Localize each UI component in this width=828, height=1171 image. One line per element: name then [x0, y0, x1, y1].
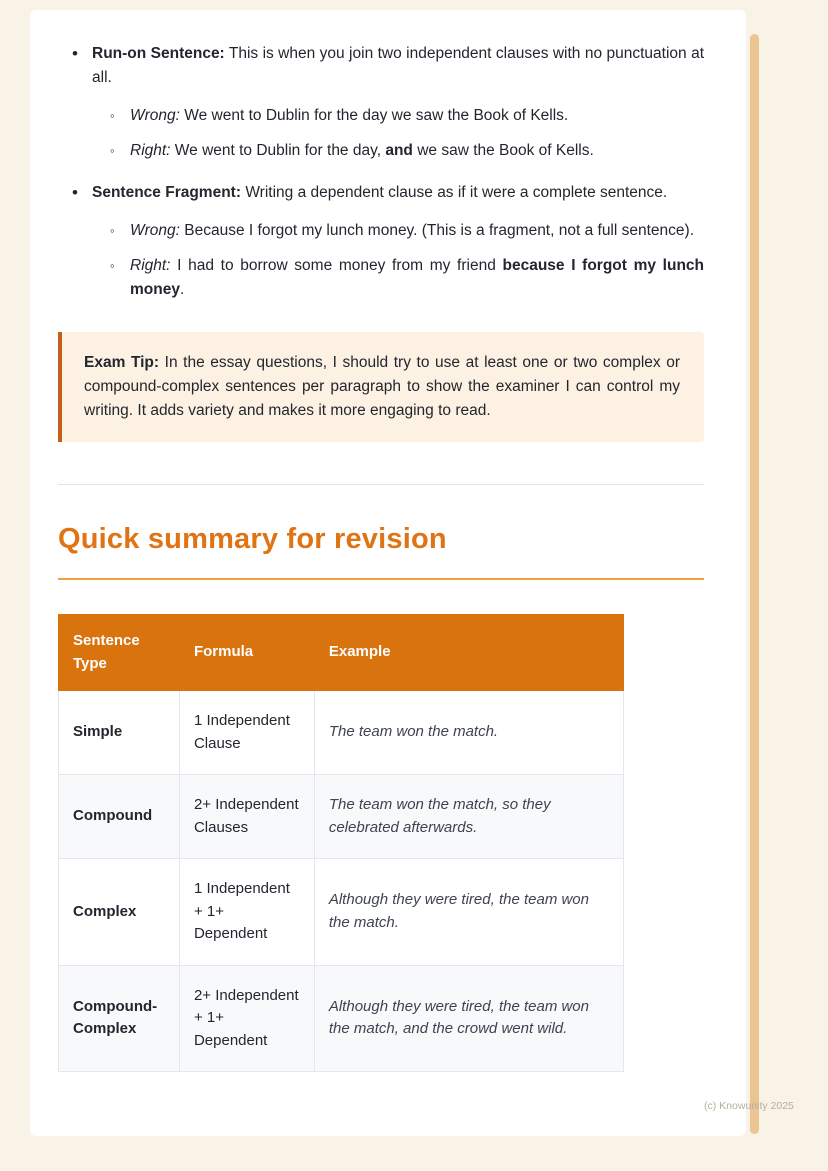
right-sentence-post: we saw the Book of Kells. — [412, 142, 594, 160]
cell-type: Simple — [59, 691, 180, 775]
right-sentence-pre: We went to Dublin for the day, — [170, 142, 386, 160]
summary-table — [58, 614, 624, 1072]
sub-bullet-icon — [110, 104, 120, 128]
cell-formula: 2+ Independent Clauses — [179, 775, 314, 859]
example-wrong-text — [130, 104, 568, 128]
list-item-body — [92, 42, 704, 163]
page-content — [30, 10, 746, 1072]
right-sentence-bold: because I forgot my lunch money — [130, 257, 704, 299]
list-item-body — [92, 181, 704, 302]
run-on-term: Run-on Sentence: — [92, 45, 225, 62]
heading-underline — [58, 578, 704, 580]
fragment-examples — [92, 219, 704, 302]
example-right — [110, 254, 704, 302]
right-label: Right: — [130, 257, 171, 275]
example-wrong-text — [130, 219, 694, 243]
example-wrong — [110, 104, 704, 128]
example-right — [110, 139, 704, 163]
col-header-formula: Formula — [179, 615, 314, 691]
right-sentence-post: . — [179, 281, 185, 299]
example-wrong — [110, 219, 704, 243]
cell-type: Compound-Complex — [59, 965, 180, 1072]
sub-bullet-icon — [110, 219, 120, 243]
fragment-definition — [92, 181, 704, 205]
exam-tip-body: In the essay questions, I should try to use at least one or two complex or compound-complex sentences per paragraph to show the examiner I can control my writing. It adds variety and makes it more engaging to read. — [84, 354, 681, 420]
section-heading: Quick summary for revision — [58, 523, 447, 556]
table-row — [59, 775, 624, 859]
cell-example: Although they were tired, the team won the match, and the crowd went wild. — [314, 965, 623, 1072]
section-divider — [58, 484, 704, 485]
table-body — [59, 691, 624, 1072]
table-row — [59, 691, 624, 775]
example-right-text — [130, 139, 594, 163]
right-sentence-bold: and — [385, 142, 413, 160]
cell-example: The team won the match. — [314, 691, 623, 775]
cell-example: Although they were tired, the team won the match. — [314, 859, 623, 966]
fragment-desc: Writing a dependent clause as if it were a complete sentence. — [241, 184, 668, 202]
watermark: (c) Knowunity 2025 — [704, 1100, 794, 1112]
exam-tip-callout — [58, 332, 704, 442]
wrong-label: Wrong: — [130, 107, 180, 125]
sub-bullet-icon — [110, 254, 120, 302]
exam-tip-label: Exam Tip: — [84, 354, 160, 372]
run-on-examples — [92, 104, 704, 163]
bullet-list — [58, 42, 704, 302]
cell-type: Compound — [59, 775, 180, 859]
sub-bullet-icon — [110, 139, 120, 163]
page-card — [30, 10, 746, 1136]
example-right-text — [130, 254, 704, 302]
cell-example: The team won the match, so they celebrated afterwards. — [314, 775, 623, 859]
col-header-example: Example — [314, 615, 623, 691]
right-label: Right: — [130, 142, 171, 160]
page-edge-accent-bar — [750, 34, 759, 1134]
fragment-term: Sentence Fragment: — [92, 184, 242, 202]
wrong-sentence: We went to Dublin for the day we saw the Book of Kells. — [179, 107, 569, 125]
exam-tip-text — [84, 351, 680, 423]
table-header-row — [59, 615, 624, 691]
col-header-sentence-type: Sentence Type — [59, 615, 180, 691]
bullet-icon — [72, 181, 82, 302]
wrong-sentence: Because I forgot my lunch money. (This is a fragment, not a full sentence). — [179, 222, 695, 240]
list-item-run-on-sentence — [72, 42, 704, 163]
table-header — [59, 615, 624, 691]
cell-type: Complex — [59, 859, 180, 966]
right-sentence-pre: I had to borrow some money from my friend — [170, 257, 503, 275]
run-on-desc: This is when you join two independent clauses with no punctuation at all. — [92, 45, 704, 87]
cell-formula: 2+ Independent + 1+ Dependent — [179, 965, 314, 1072]
list-item-sentence-fragment — [72, 181, 704, 302]
cell-formula: 1 Independent Clause — [179, 691, 314, 775]
run-on-definition — [92, 42, 704, 90]
table-row — [59, 965, 624, 1072]
cell-formula: 1 Independent + 1+ Dependent — [179, 859, 314, 966]
table-row — [59, 859, 624, 966]
wrong-label: Wrong: — [130, 222, 180, 240]
bullet-icon — [72, 42, 82, 163]
